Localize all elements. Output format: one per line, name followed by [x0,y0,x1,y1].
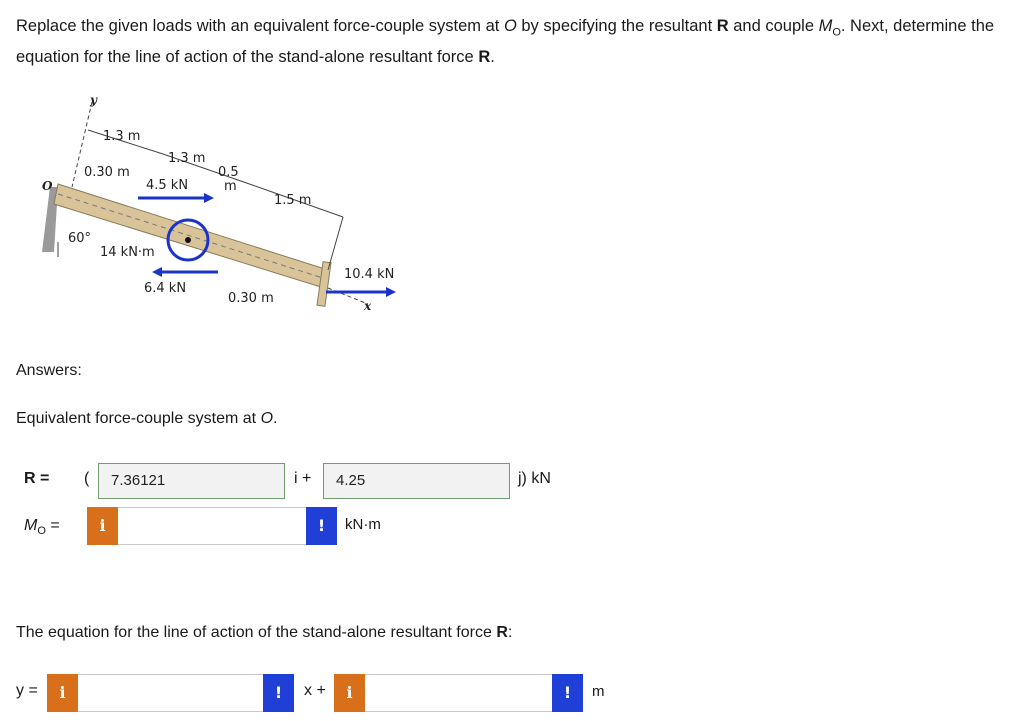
x-axis-line [328,288,368,304]
moment-sub: O [37,525,46,538]
y-axis-label: y [90,93,97,107]
problem-mo-sub: O [832,26,841,39]
slope-input[interactable] [78,674,263,712]
force-4-5-arrowhead [204,193,214,203]
resultant-j-suffix: j) kN [518,470,551,487]
force-10-4-arrowhead [386,287,396,297]
equivalent-system-label [16,410,277,428]
answers-label: Answers: [16,362,82,379]
beam-figure [28,92,428,332]
force-10-4-label: 10.4 kN [344,267,395,282]
beam-diagram [28,92,428,332]
moment-warning-icon[interactable]: ! [306,507,337,545]
resultant-i-input[interactable]: 7.36121 [98,463,285,499]
moment-input[interactable] [118,507,306,545]
problem-r: R [716,17,729,35]
resultant-open-paren: ( [84,470,90,487]
force-6-4-label: 6.4 kN [144,281,187,296]
dim-1-5: 1.5 m [274,193,312,208]
problem-m: M [818,17,833,35]
dim-0-5: 0.5 [218,165,239,180]
problem-o: O [503,17,517,35]
problem-text: . Next, determine the equation for the line of action of the stand-alone resultant force [16,17,995,67]
moment-m: M [24,517,38,534]
moment-eq: = [45,517,60,534]
dim-0-30-a: 0.30 m [84,165,130,180]
problem-text: and couple [728,17,819,35]
dim-m: m [224,179,237,194]
intercept-info-icon[interactable]: i [334,674,365,712]
moment-info-icon[interactable]: i [87,507,118,545]
moment-center [185,237,191,243]
force-4-5-label: 4.5 kN [146,178,189,193]
force-6-4-arrowhead [152,267,162,277]
x-plus-label: x + [304,682,326,699]
problem-text: Replace the given loads with an equivalent force-couple system at [16,17,504,35]
moment-14-label: 14 kN·m [100,245,155,260]
slope-info-icon[interactable]: i [47,674,78,712]
intercept-input[interactable] [365,674,552,712]
dim-1-3-b: 1.3 m [168,151,206,166]
problem-r: R [478,48,491,67]
resultant-i-suffix: i + [294,470,312,487]
resultant-label: R = [24,470,50,487]
problem-statement [16,14,1020,70]
intercept-warning-icon[interactable]: ! [552,674,583,712]
moment-unit: kN·m [345,516,381,533]
resultant-j-input[interactable]: 4.25 [323,463,510,499]
angle-label: 60° [68,231,92,246]
x-axis-label: x [364,299,372,313]
dim-line [328,217,343,270]
moment-label [24,517,60,537]
equivalent-o: O [260,410,274,427]
problem-text: by specifying the resultant [516,17,717,35]
dim-0-30-b: 0.30 m [228,291,274,306]
equivalent-end: . [273,410,278,427]
line-text: The equation for the line of action of the stand-alone resultant force [16,624,497,641]
line-end: : [507,624,513,641]
line-r: R [496,624,508,641]
problem-text: . [490,48,495,67]
slope-warning-icon[interactable]: ! [263,674,294,712]
dim-1-3-a: 1.3 m [103,129,141,144]
origin-label: O [42,179,53,193]
y-equals-label: y = [16,682,38,699]
line-of-action-label [16,624,512,642]
line-unit: m [592,683,605,700]
equivalent-text: Equivalent force-couple system at [16,410,261,427]
